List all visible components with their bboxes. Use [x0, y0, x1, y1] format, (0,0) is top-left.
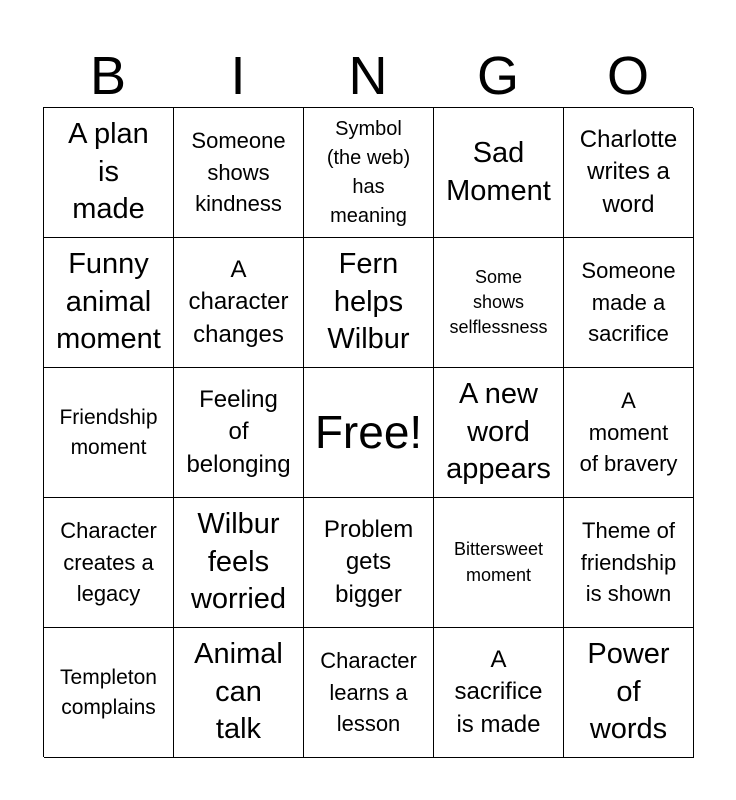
cell-text: Some shows selflessness: [449, 266, 548, 338]
bingo-board: [43, 107, 693, 757]
cell-text: Sad Moment: [446, 136, 551, 207]
bingo-cell[interactable]: [434, 238, 564, 368]
bingo-cell[interactable]: [564, 498, 694, 628]
bingo-cell[interactable]: [174, 628, 304, 758]
cell-text: Wilbur feels worried: [190, 507, 287, 616]
cell-text: A plan is made: [68, 117, 149, 226]
cell-text: Someone made a sacrifice: [581, 257, 676, 347]
cell-text: Character creates a legacy: [60, 517, 157, 607]
cell-text: Funny animal moment: [56, 247, 161, 356]
bingo-cell[interactable]: [174, 368, 304, 498]
cell-text: A character changes: [188, 255, 289, 348]
bingo-cell[interactable]: [174, 238, 304, 368]
bingo-cell[interactable]: [44, 108, 174, 238]
bingo-cell[interactable]: [174, 108, 304, 238]
cell-text: Animal can talk: [194, 637, 283, 746]
bingo-cell[interactable]: [564, 628, 694, 758]
bingo-cell[interactable]: [44, 498, 174, 628]
bingo-cell[interactable]: [564, 368, 694, 498]
bingo-cell[interactable]: [304, 628, 434, 758]
cell-text: Charlotte writes a word: [579, 125, 678, 218]
cell-text: Templeton complains: [60, 666, 157, 719]
bingo-cell[interactable]: [44, 628, 174, 758]
cell-text: A moment of bravery: [579, 387, 678, 477]
free-space[interactable]: [304, 368, 434, 498]
cell-text: Power of words: [587, 637, 670, 746]
bingo-cell[interactable]: [434, 628, 564, 758]
header-letter-g: G: [476, 46, 519, 106]
bingo-cell[interactable]: [434, 368, 564, 498]
cell-text: Problem gets bigger: [323, 515, 414, 608]
cell-text: Bittersweet moment: [453, 539, 544, 585]
bingo-cell[interactable]: [44, 238, 174, 368]
bingo-cell[interactable]: [304, 498, 434, 628]
cell-text: Someone shows kindness: [191, 127, 286, 217]
cell-text: A new word appears: [446, 377, 551, 486]
header-letter-i: I: [230, 46, 246, 106]
bingo-cell[interactable]: [434, 498, 564, 628]
cell-text: Feeling of belonging: [186, 385, 291, 478]
cell-text: Symbol (the web) has meaning: [326, 117, 411, 227]
bingo-header: [43, 44, 693, 108]
cell-text: Theme of friendship is shown: [580, 517, 677, 607]
header-letter-o: O: [606, 46, 649, 106]
bingo-cell[interactable]: [174, 498, 304, 628]
bingo-cell[interactable]: [304, 238, 434, 368]
cell-text: Friendship moment: [59, 406, 158, 459]
header-letter-b: B: [89, 46, 127, 106]
cell-text: Fern helps Wilbur: [327, 247, 410, 356]
free-space-text: Free!: [314, 406, 423, 459]
header-letter-n: N: [348, 46, 388, 106]
cell-text: A sacrifice is made: [454, 645, 543, 738]
bingo-cell[interactable]: [304, 108, 434, 238]
bingo-cell[interactable]: [434, 108, 564, 238]
bingo-cell[interactable]: [44, 368, 174, 498]
bingo-cell[interactable]: [564, 108, 694, 238]
bingo-cell[interactable]: [564, 238, 694, 368]
cell-text: Character learns a lesson: [320, 647, 417, 737]
